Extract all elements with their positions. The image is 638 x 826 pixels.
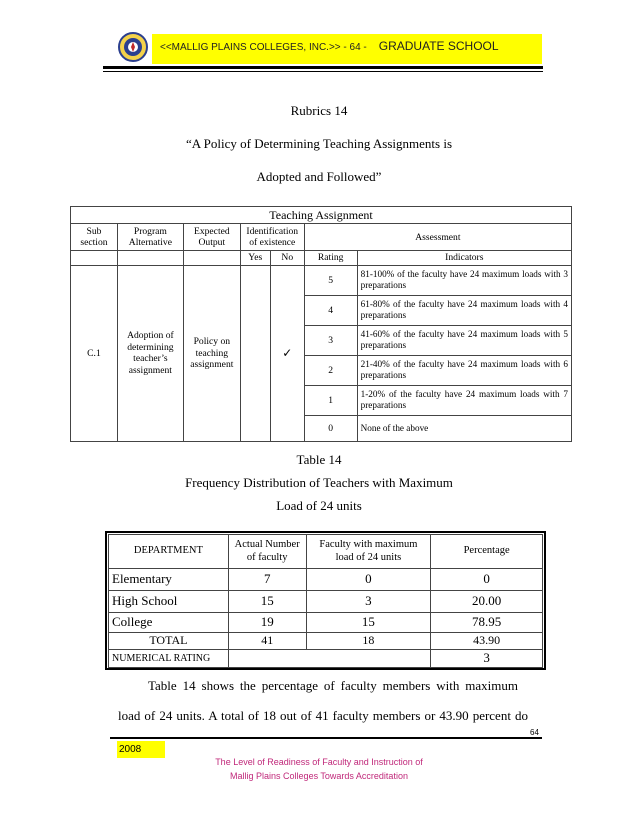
numerical-value: 3	[431, 649, 543, 667]
header-percentage: Percentage	[431, 535, 543, 569]
rating-cell: 5	[304, 265, 357, 295]
frequency-table	[108, 534, 543, 668]
rubric-quote-line1: “A Policy of Determining Teaching Assignments is	[185, 136, 453, 151]
actual-cell: 15	[228, 591, 306, 613]
max-cell: 0	[306, 569, 431, 591]
expected-cell: Policy on teaching assignment	[183, 265, 240, 441]
paragraph-line2: load of 24 units. A total of 18 out of 41 faculty members or 43.90 percent do	[118, 708, 528, 723]
indicator-cell: 21-40% of the faculty have 24 maximum loads with 6 preparations	[357, 355, 571, 385]
rating-cell: 3	[304, 325, 357, 355]
numerical-empty	[228, 649, 430, 667]
numerical-label: NUMERICAL RATING	[109, 649, 229, 667]
indicator-cell: None of the above	[357, 415, 571, 441]
total-actual: 41	[228, 633, 306, 650]
footer-line1: The Level of Readiness of Faculty and Instruction of	[215, 757, 423, 767]
table-caption: Teaching Assignment	[71, 207, 572, 224]
col-subsection: Sub section	[71, 224, 118, 251]
col-no: No	[270, 251, 304, 266]
empty-cell	[183, 251, 240, 266]
header-maxload: Faculty with maximum load of 24 units	[306, 535, 431, 569]
empty-cell	[117, 251, 183, 266]
rating-cell: 0	[304, 415, 357, 441]
dept-cell: High School	[109, 591, 229, 613]
header-text	[160, 39, 499, 53]
total-label: TOTAL	[109, 633, 229, 650]
col-indicators: Indicators	[357, 251, 571, 266]
indicator-cell: 81-100% of the faculty have 24 maximum loads with 3 preparations	[357, 265, 571, 295]
table14-title-line2: Load of 24 units	[276, 498, 362, 513]
max-cell: 15	[306, 613, 431, 633]
header-rule	[103, 66, 543, 69]
dept-cell: Elementary	[109, 569, 229, 591]
col-identification: Identification of existence	[240, 224, 304, 251]
col-assessment: Assessment	[304, 224, 571, 251]
rating-cell: 2	[304, 355, 357, 385]
rating-cell: 4	[304, 295, 357, 325]
actual-cell: 19	[228, 613, 306, 633]
rating-cell: 1	[304, 385, 357, 415]
header-graduate-school: GRADUATE SCHOOL	[378, 39, 499, 53]
header-department: DEPARTMENT	[109, 535, 229, 569]
col-rating: Rating	[304, 251, 357, 266]
pct-cell: 0	[431, 569, 543, 591]
pct-cell: 20.00	[431, 591, 543, 613]
indicator-cell: 41-60% of the faculty have 24 maximum loads with 5 preparations	[357, 325, 571, 355]
footer-rule	[110, 737, 542, 739]
dept-cell: College	[109, 613, 229, 633]
yes-cell	[240, 265, 270, 441]
table14-title-line1: Frequency Distribution of Teachers with Maximum	[185, 475, 453, 490]
header-actual: Actual Number of faculty	[228, 535, 306, 569]
page-number: 64	[530, 728, 539, 737]
pct-cell: 78.95	[431, 613, 543, 633]
total-pct: 43.90	[431, 633, 543, 650]
col-expected: Expected Output	[183, 224, 240, 251]
total-max: 18	[306, 633, 431, 650]
footer-line2: Mallig Plains Colleges Towards Accreditation	[230, 771, 408, 781]
footer-year: 2008	[117, 741, 165, 758]
indicator-cell: 1-20% of the faculty have 24 maximum loads with 7 preparations	[357, 385, 571, 415]
rubric-quote-line2: Adopted and Followed”	[256, 169, 382, 184]
table14-label: Table 14	[296, 452, 342, 467]
col-yes: Yes	[240, 251, 270, 266]
college-seal-icon	[118, 32, 148, 62]
col-program: Program Alternative	[117, 224, 183, 251]
teaching-assignment-table	[70, 206, 572, 442]
actual-cell: 7	[228, 569, 306, 591]
header-title: <<MALLIG PLAINS COLLEGES, INC.>> - 64 -	[160, 42, 367, 53]
indicator-cell: 61-80% of the faculty have 24 maximum loads with 4 preparations	[357, 295, 571, 325]
program-cell: Adoption of determining teacher’s assignment	[117, 265, 183, 441]
rubric-heading: Rubrics 14	[290, 103, 348, 118]
empty-cell	[71, 251, 118, 266]
header-rule-thin	[103, 71, 543, 72]
checkmark-icon: ✓	[270, 265, 304, 441]
subsection-cell: C.1	[71, 265, 118, 441]
max-cell: 3	[306, 591, 431, 613]
paragraph-line1: Table 14 shows the percentage of faculty members with maximum	[148, 678, 518, 693]
